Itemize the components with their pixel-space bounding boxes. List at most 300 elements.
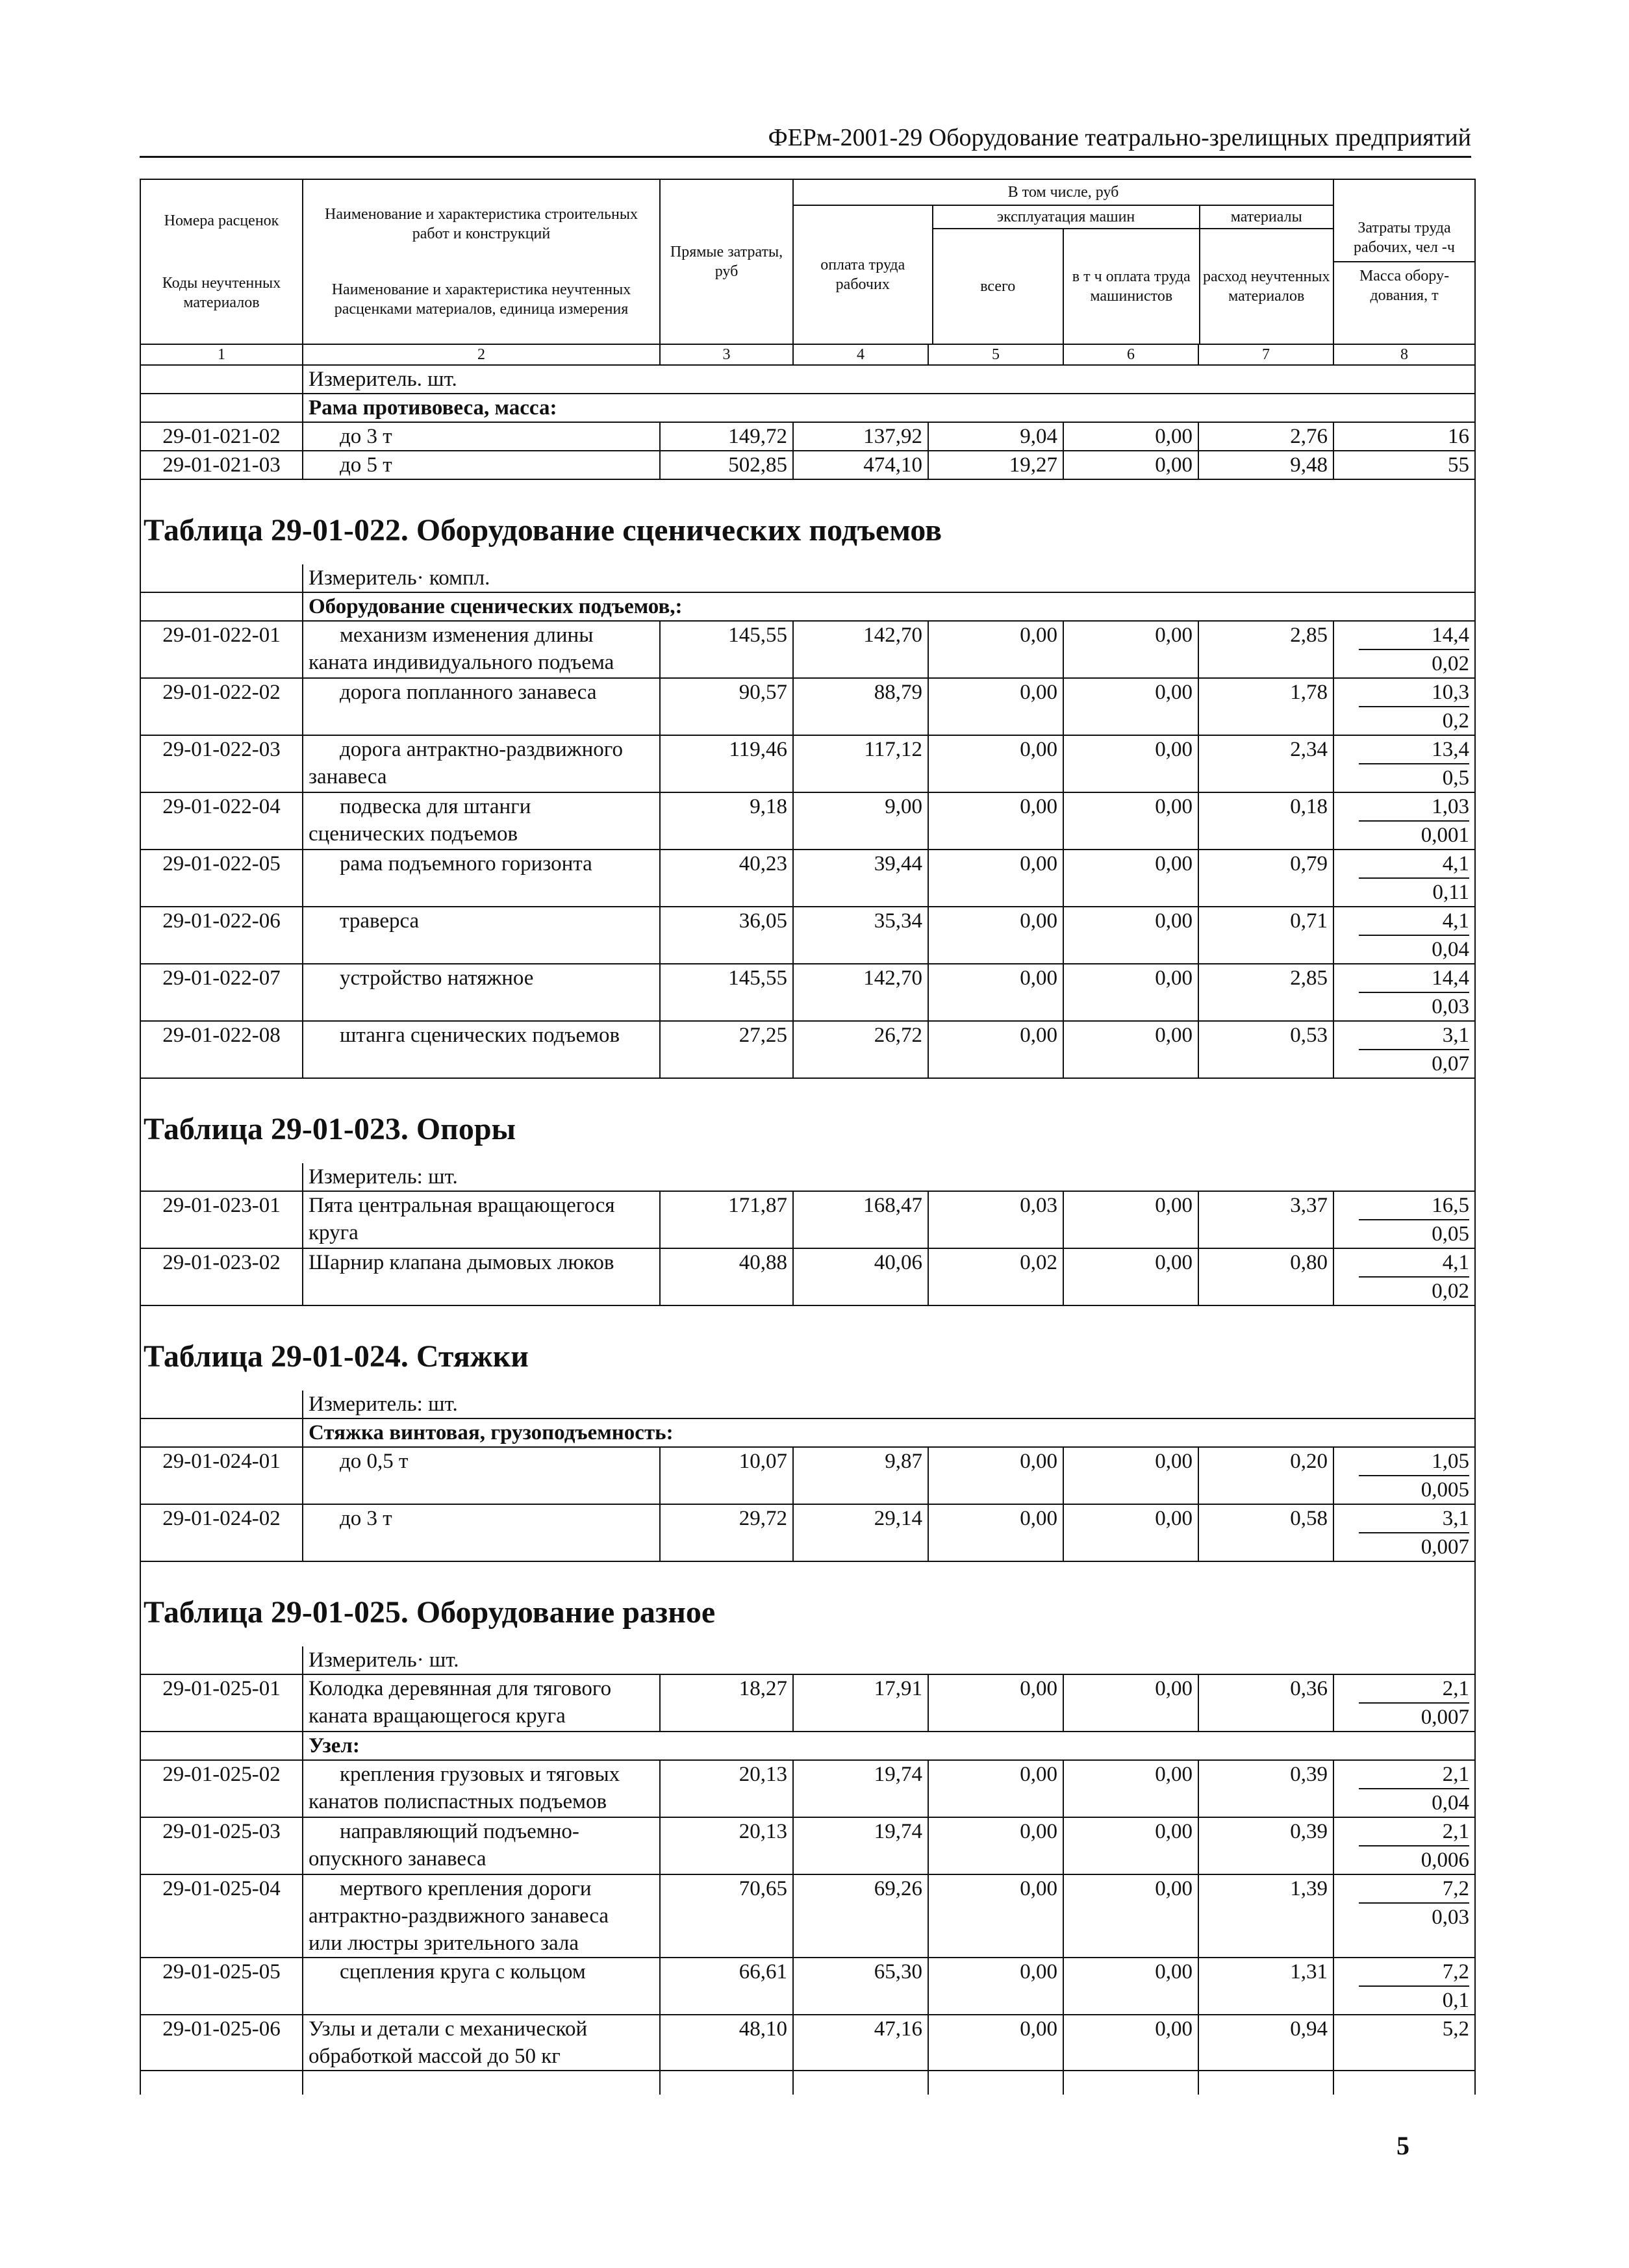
table-row [140,1874,1475,1958]
table-end-row [140,2071,1475,2095]
machine-total: 0,00 [928,907,1063,964]
labor-and-mass [1333,1248,1475,1305]
group-heading [140,1418,1475,1447]
equipment-mass: 0,001 [1421,824,1470,847]
column-numbers-row [140,344,1475,365]
equipment-mass: 0,02 [1432,652,1470,675]
col-number: 2 [303,344,660,365]
materials: 0,80 [1198,1248,1333,1305]
page-header: ФЕРм-2001-29 Оборудование театрально-зрелищных предприятий [140,123,1471,158]
equipment-mass: 0,07 [1432,1052,1470,1076]
machine-operator-pay: 0,00 [1063,1874,1198,1958]
work-name-line: дорога антрактно-раздвижного [340,738,623,761]
direct-cost: 20,13 [660,1760,793,1817]
work-name-line: траверса [340,909,420,933]
rate-code: 29-01-021-03 [140,451,303,479]
labor-pay: 40,06 [793,1248,928,1305]
work-name [303,792,660,850]
col-header-codes: Номера расценок Коды неучтенных материалов [140,179,303,344]
direct-cost: 10,07 [660,1447,793,1504]
machine-total: 0,00 [928,1760,1063,1817]
unit-of-measure [140,564,1475,592]
work-name-line: механизм изменения длины [340,624,594,647]
col-header-names: Наименование и характеристика строительных работ и конструкций Наименование и характеристика неучтенных расценками материалов, единица измерения [303,179,660,344]
rate-code: 29-01-025-04 [140,1874,303,1958]
labor-hours: 5,2 [1442,2017,1470,2041]
machine-total: 9,04 [928,422,1063,451]
machine-total: 0,00 [928,621,1063,678]
machine-total: 0,00 [928,964,1063,1021]
machine-operator-pay: 0,00 [1063,850,1198,907]
work-name [303,2015,660,2071]
table-row [140,1760,1475,1817]
equipment-mass: 0,03 [1432,1906,1470,1929]
work-name [303,964,660,1021]
labor-hours: 14,4 [1359,964,1469,993]
materials: 1,39 [1198,1874,1333,1958]
direct-cost: 9,18 [660,792,793,850]
direct-cost: 40,88 [660,1248,793,1305]
materials: 0,71 [1198,907,1333,964]
labor-pay: 142,70 [793,964,928,1021]
machine-operator-pay: 0,00 [1063,1191,1198,1248]
unit-of-measure-text: Измеритель. шт. [303,365,1475,394]
direct-cost: 145,55 [660,964,793,1021]
blank-cell [140,365,303,394]
labor-and-mass [1333,678,1475,735]
work-name [303,907,660,964]
direct-cost: 502,85 [660,451,793,479]
labor-and-mass [1333,1674,1475,1732]
group-heading-text: Узел: [303,1732,1475,1760]
labor-hours: 55 [1448,453,1470,477]
work-name [303,1674,660,1732]
equipment-mass: 0,1 [1442,1989,1470,2012]
col-header-labor-mass: Затраты труда рабочих, чел -ч Масса обору-дования, т [1333,179,1475,344]
work-name [303,1760,660,1817]
machine-operator-pay: 0,00 [1063,1021,1198,1078]
materials: 2,85 [1198,621,1333,678]
machine-total: 0,00 [928,850,1063,907]
work-name [303,1817,660,1874]
table-row [140,850,1475,907]
equipment-mass: 0,005 [1421,1478,1470,1502]
labor-hours: 1,03 [1359,793,1469,822]
labor-hours: 16 [1448,425,1470,448]
labor-and-mass [1333,1504,1475,1561]
unit-of-measure [140,365,1475,394]
labor-and-mass [1333,1447,1475,1504]
col-number: 4 [793,344,928,365]
materials: 0,79 [1198,850,1333,907]
work-name [303,850,660,907]
work-name-line: занавеса [309,765,387,788]
materials: 0,58 [1198,1504,1333,1561]
col-number: 5 [928,344,1063,365]
materials: 0,39 [1198,1760,1333,1817]
direct-cost: 66,61 [660,1958,793,2015]
blank-cell [793,2071,928,2095]
table-row [140,1248,1475,1305]
direct-cost: 48,10 [660,2015,793,2071]
blank-cell [140,1418,303,1447]
work-name [303,1504,660,1561]
equipment-mass: 0,2 [1442,709,1470,733]
machine-operator-pay: 0,00 [1063,678,1198,735]
machine-total: 0,00 [928,1674,1063,1732]
labor-hours: 16,5 [1359,1192,1469,1220]
work-name [303,451,660,479]
blank-cell [303,2071,660,2095]
table-row [140,1958,1475,2015]
labor-pay: 19,74 [793,1817,928,1874]
labor-and-mass [1333,422,1475,451]
table-row [140,907,1475,964]
rate-code: 29-01-025-02 [140,1760,303,1817]
materials: 2,76 [1198,422,1333,451]
labor-hours: 7,2 [1359,1875,1469,1904]
labor-pay: 35,34 [793,907,928,964]
blank-cell [1063,2071,1198,2095]
rate-code: 29-01-024-01 [140,1447,303,1504]
table-row [140,451,1475,479]
labor-hours: 14,4 [1359,622,1469,650]
direct-cost: 70,65 [660,1874,793,1958]
machine-total: 0,03 [928,1191,1063,1248]
work-name-line: до 0,5 т [340,1450,409,1473]
work-name-line: дорога попланного занавеса [340,681,597,704]
col-number: 6 [1063,344,1198,365]
direct-cost: 171,87 [660,1191,793,1248]
equipment-mass: 0,007 [1421,1535,1470,1559]
materials: 3,37 [1198,1191,1333,1248]
col-number: 1 [140,344,303,365]
equipment-mass: 0,04 [1432,1791,1470,1815]
work-name-text: до 3 т [340,425,392,448]
col-header-direct: Прямые затраты, руб [660,179,793,344]
table-caption-row [140,1078,1475,1163]
work-name [303,1874,660,1958]
work-name [303,678,660,735]
machine-total: 0,00 [928,1874,1063,1958]
work-name-line: Узлы и детали с механической [309,2017,588,2041]
work-name-line: Колодка деревянная для тягового [309,1677,612,1700]
equipment-mass: 0,007 [1421,1706,1470,1729]
table-row [140,964,1475,1021]
machine-operator-pay: 0,00 [1063,1504,1198,1561]
materials: 2,85 [1198,964,1333,1021]
labor-hours: 2,1 [1359,1675,1469,1704]
labor-pay: 9,00 [793,792,928,850]
group-heading [140,592,1475,621]
work-name-line: штанга сценических подъемов [340,1024,620,1047]
equipment-mass: 0,02 [1432,1279,1470,1303]
col-header-group: В том числе, руб оплата труда рабочих эксплуатация машин всего в т ч оплата труда машинистов материалы расход неучтенных материалов [793,179,1333,344]
materials: 1,31 [1198,1958,1333,2015]
rate-code: 29-01-021-02 [140,422,303,451]
direct-cost: 36,05 [660,907,793,964]
table-row [140,621,1475,678]
labor-pay: 117,12 [793,735,928,792]
direct-cost: 29,72 [660,1504,793,1561]
labor-pay: 47,16 [793,2015,928,2071]
table-caption-row [140,1561,1475,1646]
materials: 0,39 [1198,1817,1333,1874]
labor-pay: 142,70 [793,621,928,678]
labor-hours: 3,1 [1359,1022,1469,1050]
labor-pay: 69,26 [793,1874,928,1958]
materials: 2,34 [1198,735,1333,792]
group-heading [140,1732,1475,1760]
blank-cell [1333,2071,1475,2095]
work-name-line: мертвого крепления дороги [340,1877,592,1900]
equipment-mass: 0,04 [1432,938,1470,961]
machine-operator-pay: 0,00 [1063,907,1198,964]
table-caption-row [140,479,1475,564]
labor-hours: 2,1 [1359,1761,1469,1789]
blank-cell [140,394,303,422]
machine-total: 0,00 [928,2015,1063,2071]
table-row [140,2015,1475,2071]
machine-operator-pay: 0,00 [1063,2015,1198,2071]
table-caption: Таблица 29-01-024. Стяжки [140,1305,1475,1391]
blank-cell [928,2071,1063,2095]
work-name-line: сценических подъемов [309,822,518,846]
work-name-line: направляющий подъемно- [340,1820,579,1843]
labor-hours: 10,3 [1359,679,1469,707]
equipment-mass: 0,006 [1421,1848,1470,1872]
machine-operator-pay: 0,00 [1063,451,1198,479]
table-caption: Таблица 29-01-022. Оборудование сценических подъемов [140,479,1475,564]
work-name-line: Шарнир клапана дымовых люков [309,1251,614,1274]
work-name-line: Пята центральная вращающегося [309,1194,615,1217]
rates-table [140,179,1476,2095]
table-row [140,1447,1475,1504]
labor-hours: 13,4 [1359,736,1469,764]
materials: 0,94 [1198,2015,1333,2071]
machine-total: 0,00 [928,1447,1063,1504]
materials: 9,48 [1198,451,1333,479]
direct-cost: 149,72 [660,422,793,451]
work-name-text: до 5 т [340,453,392,477]
table-body [140,344,1475,2095]
materials: 1,78 [1198,678,1333,735]
labor-pay: 26,72 [793,1021,928,1078]
work-name [303,1191,660,1248]
group-heading [140,394,1475,422]
rate-code: 29-01-025-01 [140,1674,303,1732]
labor-and-mass [1333,792,1475,850]
machine-total: 0,00 [928,678,1063,735]
col-number: 3 [660,344,793,365]
work-name-line: антрактно-раздвижного занавеса [309,1904,609,1928]
blank-cell [140,1163,303,1191]
machine-operator-pay: 0,00 [1063,422,1198,451]
direct-cost: 27,25 [660,1021,793,1078]
group-heading-text: Оборудование сценических подъемов,: [303,592,1475,621]
direct-cost: 40,23 [660,850,793,907]
table-row [140,422,1475,451]
blank-cell [140,2071,303,2095]
equipment-mass: 0,5 [1442,766,1470,790]
rate-code: 29-01-024-02 [140,1504,303,1561]
machine-operator-pay: 0,00 [1063,621,1198,678]
labor-and-mass [1333,451,1475,479]
machine-total: 19,27 [928,451,1063,479]
direct-cost: 18,27 [660,1674,793,1732]
work-name [303,422,660,451]
table-row [140,678,1475,735]
blank-cell [140,564,303,592]
direct-cost: 20,13 [660,1817,793,1874]
rate-code: 29-01-022-05 [140,850,303,907]
machine-operator-pay: 0,00 [1063,1447,1198,1504]
group-heading-text: Стяжка винтовая, грузоподъемность: [303,1418,1475,1447]
direct-cost: 145,55 [660,621,793,678]
blank-cell [140,1391,303,1418]
labor-and-mass [1333,621,1475,678]
blank-cell [140,592,303,621]
labor-pay: 65,30 [793,1958,928,2015]
table-caption: Таблица 29-01-025. Оборудование разное [140,1561,1475,1646]
group-heading-text: Рама противовеса, масса: [303,394,1475,422]
machine-total: 0,02 [928,1248,1063,1305]
labor-and-mass [1333,1021,1475,1078]
work-name-line: или люстры зрительного зала [309,1932,579,1955]
work-name-line: канатов полиспастных подъемов [309,1790,607,1813]
unit-of-measure [140,1391,1475,1418]
table-row [140,1674,1475,1732]
direct-cost: 119,46 [660,735,793,792]
machine-operator-pay: 0,00 [1063,1817,1198,1874]
machine-operator-pay: 0,00 [1063,1248,1198,1305]
work-name-line: крепления грузовых и тяговых [340,1763,620,1786]
header-row [140,179,1475,344]
work-name-line: круга [309,1221,359,1244]
labor-pay: 137,92 [793,422,928,451]
table-row [140,1021,1475,1078]
machine-total: 0,00 [928,1817,1063,1874]
blank-cell [660,2071,793,2095]
work-name [303,1248,660,1305]
labor-and-mass [1333,735,1475,792]
rate-code: 29-01-025-06 [140,2015,303,2071]
labor-hours: 1,05 [1359,1448,1469,1476]
rate-code: 29-01-022-07 [140,964,303,1021]
table-row [140,792,1475,850]
rate-code: 29-01-025-03 [140,1817,303,1874]
machine-total: 0,00 [928,1504,1063,1561]
labor-and-mass [1333,964,1475,1021]
table-row [140,1191,1475,1248]
work-name-line: рама подъемного горизонта [340,852,592,876]
work-name-line: обработкой массой до 50 кг [309,2045,561,2068]
labor-hours: 4,1 [1359,1249,1469,1278]
labor-hours: 3,1 [1359,1505,1469,1533]
unit-of-measure [140,1646,1475,1674]
table-row [140,1817,1475,1874]
table-caption-row [140,1305,1475,1391]
work-name [303,1958,660,2015]
equipment-mass: 0,03 [1432,995,1470,1018]
table-row [140,735,1475,792]
labor-hours: 4,1 [1359,907,1469,936]
unit-of-measure-text: Измеритель: шт. [303,1391,1475,1418]
table-row [140,1504,1475,1561]
rate-code: 29-01-023-01 [140,1191,303,1248]
machine-operator-pay: 0,00 [1063,1674,1198,1732]
work-name-line: сцепления круга с кольцом [340,1960,586,1984]
labor-and-mass [1333,1874,1475,1958]
blank-cell [140,1646,303,1674]
machine-operator-pay: 0,00 [1063,1958,1198,2015]
labor-hours: 2,1 [1359,1818,1469,1846]
labor-pay: 39,44 [793,850,928,907]
labor-and-mass [1333,1191,1475,1248]
unit-of-measure-text: Измеритель· шт. [303,1646,1475,1674]
unit-of-measure-text: Измеритель: шт. [303,1163,1475,1191]
work-name-line: устройство натяжное [340,966,534,990]
machine-operator-pay: 0,00 [1063,1760,1198,1817]
work-name-line: подвеска для штанги [340,795,531,818]
materials: 0,18 [1198,792,1333,850]
machine-total: 0,00 [928,1021,1063,1078]
labor-and-mass [1333,2015,1475,2071]
work-name-line: до 3 т [340,1507,392,1530]
machine-total: 0,00 [928,1958,1063,2015]
machine-operator-pay: 0,00 [1063,964,1198,1021]
col-number: 7 [1198,344,1333,365]
rate-code: 29-01-025-05 [140,1958,303,2015]
col-number: 8 [1333,344,1475,365]
materials: 0,20 [1198,1447,1333,1504]
unit-of-measure-text: Измеритель· компл. [303,564,1475,592]
materials: 0,53 [1198,1021,1333,1078]
unit-of-measure [140,1163,1475,1191]
machine-total: 0,00 [928,792,1063,850]
page-number: 5 [1396,2131,1409,2160]
labor-pay: 88,79 [793,678,928,735]
direct-cost: 90,57 [660,678,793,735]
blank-cell [1198,2071,1333,2095]
equipment-mass: 0,11 [1432,881,1470,904]
rate-code: 29-01-022-08 [140,1021,303,1078]
labor-pay: 9,87 [793,1447,928,1504]
labor-and-mass [1333,1817,1475,1874]
labor-hours: 7,2 [1359,1958,1469,1987]
work-name [303,621,660,678]
rate-code: 29-01-022-04 [140,792,303,850]
machine-total: 0,00 [928,735,1063,792]
labor-and-mass [1333,1760,1475,1817]
machine-operator-pay: 0,00 [1063,735,1198,792]
rate-code: 29-01-023-02 [140,1248,303,1305]
rate-code: 29-01-022-01 [140,621,303,678]
labor-pay: 168,47 [793,1191,928,1248]
labor-and-mass [1333,850,1475,907]
work-name-line: опускного занавеса [309,1847,486,1871]
labor-and-mass [1333,1958,1475,2015]
labor-pay: 17,91 [793,1674,928,1732]
labor-and-mass [1333,907,1475,964]
labor-hours: 4,1 [1359,850,1469,879]
machine-operator-pay: 0,00 [1063,792,1198,850]
blank-cell [140,1732,303,1760]
equipment-mass: 0,05 [1432,1222,1470,1246]
work-name-line: каната вращающегося круга [309,1704,566,1728]
work-name [303,1447,660,1504]
work-name [303,735,660,792]
